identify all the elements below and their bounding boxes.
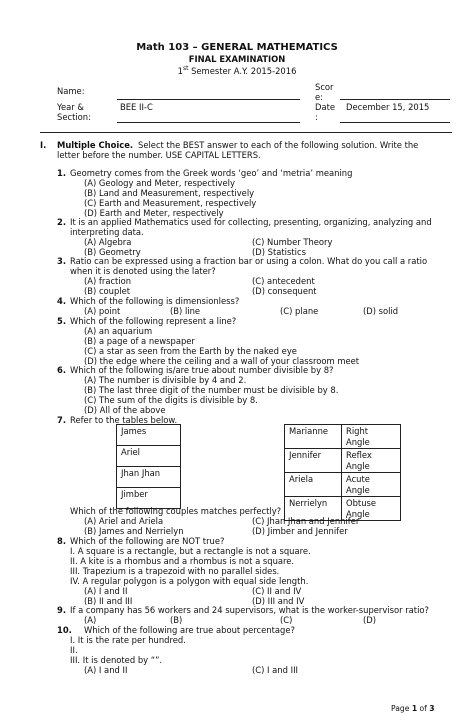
q3-option-c: (C) antecedent [252, 276, 315, 286]
semester-sup: st [182, 65, 189, 72]
q10-statement-i: I. It is the rate per hundred. [70, 635, 186, 645]
section-number: I. [40, 140, 47, 150]
q7-right-shape [342, 473, 401, 497]
q1-option-b: (B) Land and Measurement, respectively [84, 188, 255, 198]
date-label-2: : [315, 112, 318, 122]
page-word: Page [391, 704, 412, 713]
page-footer [391, 704, 435, 715]
q2-text-1: It is an applied Mathematics used for collecting, presenting, organizing, analyzing and [70, 217, 432, 227]
q7-option-b: (B) James and Nerrielyn [84, 526, 184, 536]
q5-text: Which of the following represent a line? [70, 316, 237, 326]
q8-option-b: (B) II and III [84, 596, 133, 606]
q9-text: If a company has 56 workers and 24 supervisors, what is the worker-supervisor ratio? [70, 605, 429, 615]
q7-option-d: (D) Jimber and Jennifer [252, 526, 348, 536]
q3-option-d: (D) consequent [252, 286, 317, 296]
q7-left-cell: Ariel [117, 446, 181, 467]
q6-number: 6. [57, 365, 67, 375]
q1-text: Geometry comes from the Greek words ‘geo’ and ‘metria’ meaning [70, 168, 353, 178]
q7-right-name: Nerrielyn [285, 497, 342, 521]
q9-number: 9. [57, 605, 67, 615]
q7-option-c: (C) Jhan Jhan and Jennifer [252, 516, 360, 526]
q7-right-shape-1: Reflex [346, 450, 372, 460]
q6-text: Which of the following is/are true about number divisible by 8? [70, 365, 334, 375]
q9-option-d: (D) [363, 615, 376, 625]
q7-left-table [116, 424, 181, 509]
q4-text: Which of the following is dimensionless? [70, 296, 240, 306]
score-label-1: Scor [315, 82, 334, 92]
year-value: BEE II-C [120, 102, 153, 112]
page-total: 3 [429, 704, 435, 713]
q3-option-b: (B) couplet [84, 286, 131, 296]
q8-statement-i: I. A square is a rectangle, but a rectangle is not a square. [70, 546, 311, 556]
q8-option-a: (A) I and II [84, 586, 128, 596]
q1-number: 1. [57, 168, 67, 178]
header-divider [40, 132, 452, 133]
q7-right-shape [342, 425, 401, 449]
name-label: Name: [57, 86, 85, 96]
q4-option-a: (A) point [84, 306, 121, 316]
section-instructions-1: Select the BEST answer to each of the following solution. Write the [138, 140, 419, 150]
q5-option-a: (A) an aquarium [84, 326, 153, 336]
q7-right-name: Ariela [285, 473, 342, 497]
q7-left-cell: James [117, 425, 181, 446]
q9-option-a: (A) [84, 615, 97, 625]
year-label-1: Year & [57, 102, 84, 112]
q8-statement-ii: II. A kite is a rhombus and a rhombus is not a square. [70, 556, 295, 566]
q2-option-d: (D) Statistics [252, 247, 306, 257]
q8-statement-iii: III. Trapezium is a trapezoid with no parallel sides. [70, 566, 280, 576]
date-underline [340, 122, 450, 123]
q8-text: Which of the following are NOT true? [70, 536, 225, 546]
year-label-2: Section: [57, 112, 91, 122]
q9-option-c: (C) [280, 615, 293, 625]
section-instructions-2: letter before the number. USE CAPITAL LETTERS. [57, 150, 261, 160]
q10-number: 10. [57, 625, 72, 635]
q8-option-c: (C) II and IV [252, 586, 302, 596]
q10-option-c: (C) I and III [252, 665, 299, 675]
q5-number: 5. [57, 316, 67, 326]
q4-option-c: (C) plane [280, 306, 319, 316]
q7-text: Refer to the tables below. [70, 415, 178, 425]
q7-right-table [284, 424, 401, 521]
semester-rest: Semester A.Y. 2015-2016 [188, 65, 297, 76]
q10-statement-iii: III. It is denoted by “”. [70, 655, 163, 665]
exam-subtitle: FINAL EXAMINATION [188, 54, 286, 64]
semester-line [0, 64, 474, 76]
semester-prefix: 1 [177, 65, 183, 76]
q10-option-a: (A) I and II [84, 665, 128, 675]
q7-right-shape-2: Angle [346, 484, 370, 495]
q6-option-d: (D) All of the above [84, 405, 166, 415]
q1-option-c: (C) Earth and Measurement, respectively [84, 198, 257, 208]
q1-option-d: (D) Earth and Meter, respectively [84, 208, 224, 218]
q7-right-shape [342, 449, 401, 473]
q5-option-b: (B) a page of a newspaper [84, 336, 195, 346]
q4-number: 4. [57, 296, 67, 306]
q2-number: 2. [57, 217, 67, 227]
year-underline [117, 122, 300, 123]
page-number: 1 [411, 704, 418, 713]
q4-option-b: (B) line [170, 306, 201, 316]
exam-title: Math 103 – GENERAL MATHEMATICS [136, 42, 338, 53]
q6-option-a: (A) The number is divisible by 4 and 2. [84, 375, 247, 385]
q10-statement-ii: II. [70, 645, 78, 655]
q8-statement-iv: IV. A regular polygon is a polygon with equal side length. [70, 576, 309, 586]
q7-number: 7. [57, 415, 67, 425]
q9-option-b: (B) [170, 615, 183, 625]
q2-text-2: interpreting data. [70, 227, 144, 237]
q7-right-shape-2: Angle [346, 508, 370, 519]
q3-number: 3. [57, 256, 67, 266]
q7-left-cell: Jimber [117, 488, 181, 509]
q7-right-name: Jennifer [285, 449, 342, 473]
q7-right-name: Marianne [285, 425, 342, 449]
q6-option-b: (B) The last three digit of the number must be divisible by 8. [84, 385, 339, 395]
q7-right-shape-1: Right [346, 426, 369, 436]
q8-option-d: (D) III and IV [252, 596, 305, 606]
date-label-1: Date [315, 102, 336, 112]
q2-option-c: (C) Number Theory [252, 237, 333, 247]
q3-option-a: (A) fraction [84, 276, 132, 286]
q7-right-shape-1: Obtuse [346, 498, 377, 508]
q3-text-2: when it is denoted using the later? [70, 266, 216, 276]
section-heading: Multiple Choice. [57, 140, 134, 150]
q5-option-c: (C) a star as seen from the Earth by the naked eye [84, 346, 297, 356]
score-label-2: e: [315, 92, 323, 102]
q8-number: 8. [57, 536, 67, 546]
of-word: of [417, 704, 430, 713]
name-underline [117, 99, 300, 100]
q5-option-d: (D) the edge where the ceiling and a wall of your classroom meet [84, 356, 360, 366]
q7-right-shape-2: Angle [346, 460, 370, 471]
q2-option-b: (B) Geometry [84, 247, 141, 257]
date-value: December 15, 2015 [346, 102, 430, 112]
q2-option-a: (A) Algebra [84, 237, 132, 247]
q4-option-d: (D) solid [363, 306, 399, 316]
q7-left-cell: Jhan Jhan [117, 467, 181, 488]
score-underline [340, 99, 450, 100]
q6-option-c: (C) The sum of the digits is divisible by 8. [84, 395, 258, 405]
q1-option-a: (A) Geology and Meter, respectively [84, 178, 235, 188]
q10-text: Which of the following are true about percentage? [84, 625, 295, 635]
q7-right-shape-2: Angle [346, 436, 370, 447]
q7-right-shape-1: Acute [346, 474, 370, 484]
q7-question: Which of the following couples matches perfectly? [70, 506, 282, 516]
q7-option-a: (A) Ariel and Ariela [84, 516, 164, 526]
q3-text-1: Ratio can be expressed using a fraction bar or using a colon. What do you call a ratio [70, 256, 428, 266]
